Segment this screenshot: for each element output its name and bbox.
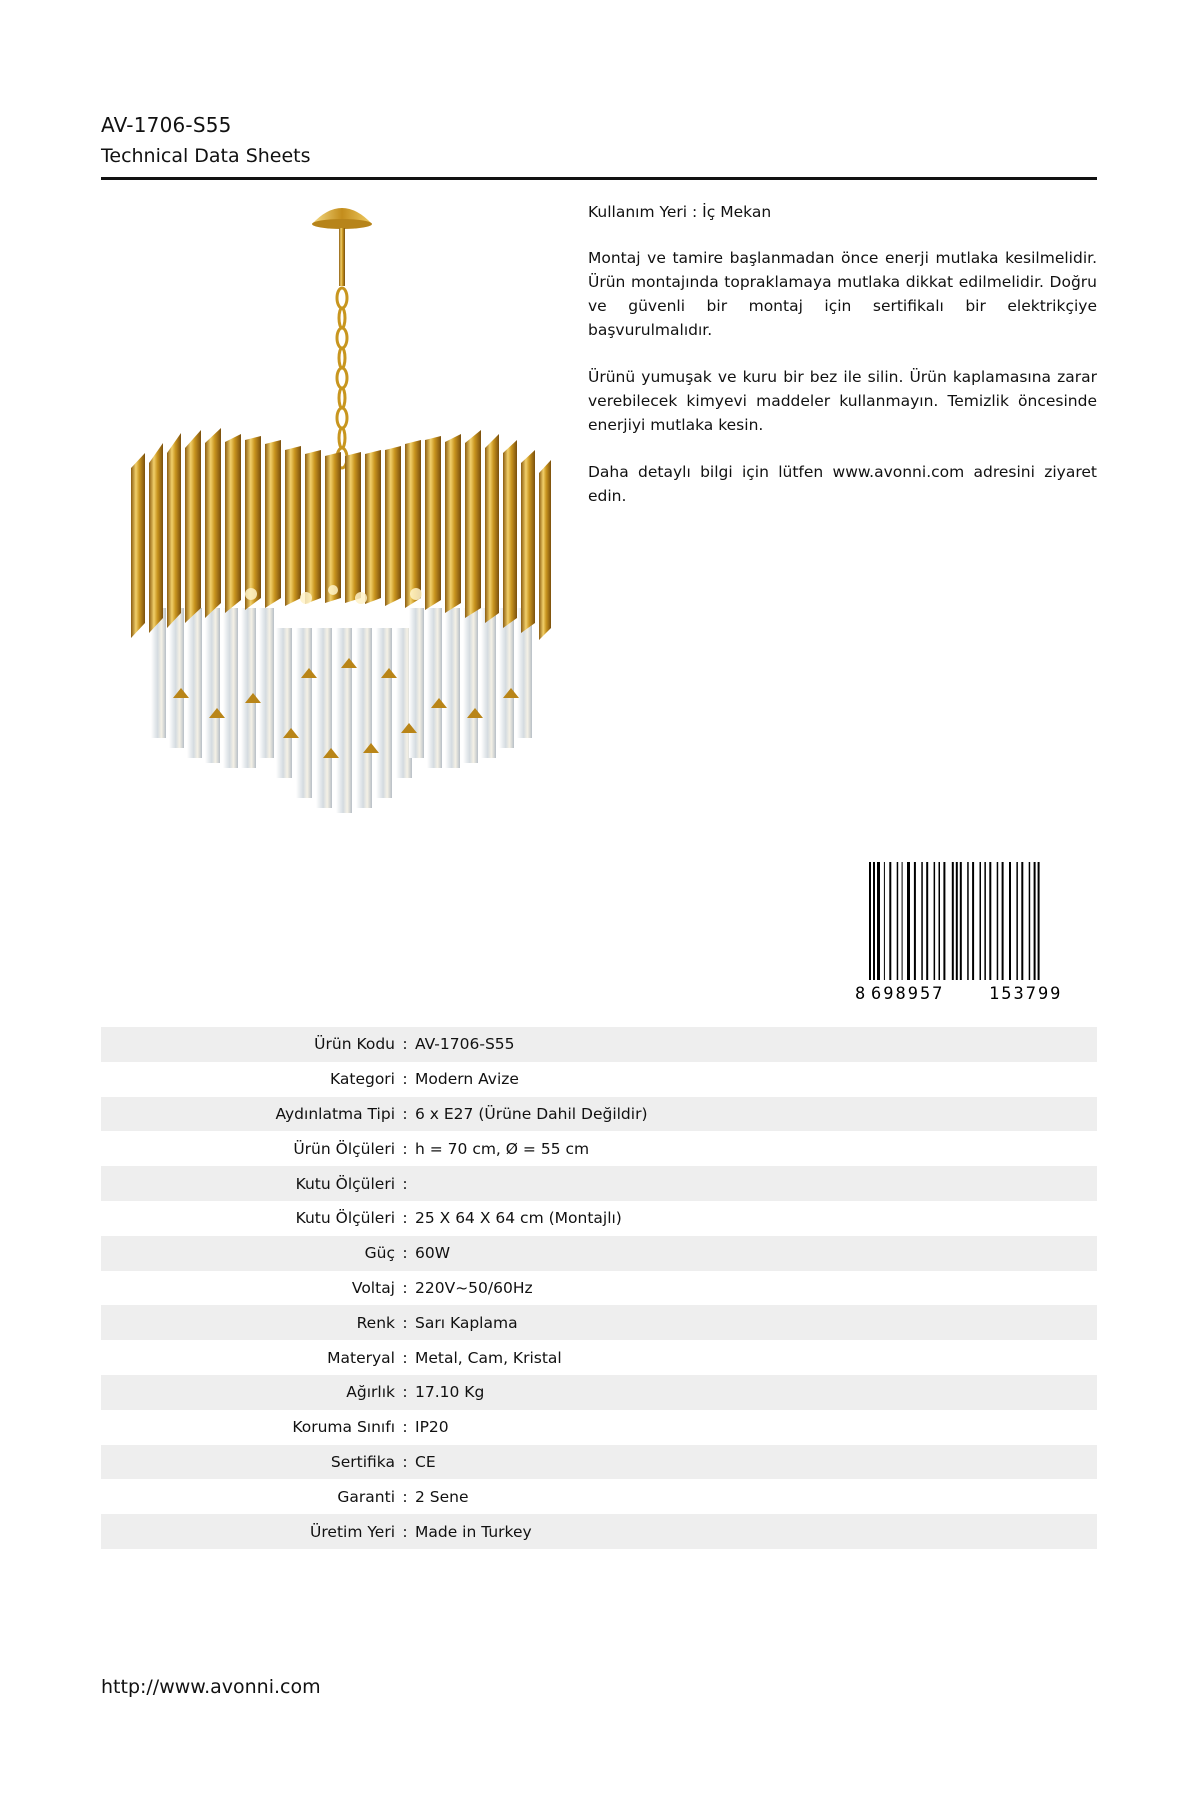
- spec-row-product-dimensions: [101, 1131, 1097, 1166]
- spec-label: Üretim Yeri: [310, 1522, 395, 1541]
- spec-row-power: [101, 1236, 1097, 1271]
- spec-row-box-dimensions-empty: [101, 1166, 1097, 1201]
- spec-label: Kategori: [329, 1070, 395, 1089]
- spec-label: Voltaj: [351, 1278, 395, 1297]
- spec-row-origin: [101, 1514, 1097, 1549]
- spec-separator: :: [402, 1104, 408, 1123]
- spec-value: Metal, Cam, Kristal: [415, 1348, 562, 1367]
- spec-separator: :: [402, 1174, 408, 1193]
- spec-label: Ürün Ölçüleri: [293, 1139, 395, 1158]
- spec-value: 60W: [415, 1244, 451, 1263]
- product-image: [101, 198, 571, 928]
- spec-label: Güç: [364, 1244, 395, 1263]
- spec-value: Sarı Kaplama: [415, 1313, 518, 1332]
- spec-separator: :: [402, 1418, 408, 1437]
- spec-separator: :: [402, 1348, 408, 1367]
- spec-separator: :: [402, 1487, 408, 1506]
- product-code-title: AV-1706-S55: [101, 113, 232, 137]
- spec-label: Kutu Ölçüleri: [295, 1209, 395, 1228]
- spec-label: Renk: [356, 1313, 395, 1332]
- barcode: [855, 862, 1097, 1002]
- spec-value: Made in Turkey: [415, 1522, 532, 1541]
- spec-separator: :: [402, 1244, 408, 1263]
- spec-separator: :: [402, 1035, 408, 1054]
- spec-row-certificate: [101, 1445, 1097, 1480]
- spec-row-warranty: [101, 1479, 1097, 1514]
- spec-separator: :: [402, 1313, 408, 1332]
- spec-separator: :: [402, 1278, 408, 1297]
- spec-separator: :: [402, 1139, 408, 1158]
- barcode-bars: [869, 862, 1040, 994]
- spec-label: Koruma Sınıfı: [292, 1418, 395, 1437]
- spec-row-protection-class: [101, 1410, 1097, 1445]
- spec-row-lighting-type: [101, 1097, 1097, 1132]
- spec-label: Sertifika: [330, 1452, 395, 1471]
- cleaning-instructions: Ürünü yumuşak ve kuru bir bez ile silin. Ürün kaplamasına zarar verebilecek kimyevi maddeler kullanmayın. Temizlik öncesinde enerjiyi mutlaka kesin.: [588, 368, 1097, 434]
- spec-separator: :: [402, 1209, 408, 1228]
- spec-row-color: [101, 1305, 1097, 1340]
- spec-row-category: [101, 1062, 1097, 1097]
- usage-info: [588, 200, 1097, 531]
- spec-separator: :: [402, 1383, 408, 1402]
- spec-label: Aydınlatma Tipi: [275, 1104, 395, 1123]
- spec-label: Materyal: [327, 1348, 395, 1367]
- more-info-note: Daha detaylı bilgi için lütfen www.avonni.com adresini ziyaret edin.: [588, 463, 1097, 505]
- document-header: [101, 110, 1097, 172]
- footer-website-link[interactable]: http://www.avonni.com: [101, 1676, 321, 1698]
- spec-value: 17.10 Kg: [415, 1383, 485, 1402]
- spec-value: AV-1706-S55: [415, 1035, 515, 1054]
- spec-separator: :: [402, 1452, 408, 1471]
- barcode-right-group: 153799: [989, 984, 1063, 1002]
- spec-row-voltage: [101, 1271, 1097, 1306]
- usage-location: Kullanım Yeri : İç Mekan: [588, 203, 772, 221]
- spec-separator: :: [402, 1522, 408, 1541]
- spec-label: Ürün Kodu: [314, 1035, 395, 1054]
- spec-value: 220V~50/60Hz: [415, 1278, 533, 1297]
- header-divider: [101, 177, 1097, 180]
- spec-table: [101, 1027, 1097, 1549]
- spec-row-material: [101, 1340, 1097, 1375]
- spec-value: h = 70 cm, Ø = 55 cm: [415, 1139, 590, 1158]
- barcode-left-group: 698957: [871, 984, 945, 1002]
- spec-value: 2 Sene: [415, 1487, 469, 1506]
- spec-value: 25 X 64 X 64 cm (Montajlı): [415, 1209, 622, 1228]
- spec-row-box-dimensions: [101, 1201, 1097, 1236]
- spec-value: 6 x E27 (Ürüne Dahil Değildir): [415, 1104, 648, 1123]
- spec-row-product-code: [101, 1027, 1097, 1062]
- spec-value: CE: [415, 1452, 436, 1471]
- spec-value: Modern Avize: [415, 1070, 519, 1089]
- spec-row-weight: [101, 1375, 1097, 1410]
- spec-value: IP20: [415, 1418, 449, 1437]
- document-subtitle: Technical Data Sheets: [101, 145, 311, 167]
- spec-label: Ağırlık: [346, 1383, 395, 1402]
- barcode-lead-digit: 8: [855, 984, 866, 1002]
- spec-label: Kutu Ölçüleri: [295, 1174, 395, 1193]
- spec-label: Garanti: [337, 1487, 395, 1506]
- installation-warning: Montaj ve tamire başlanmadan önce enerji mutlaka kesilmelidir. Ürün montajında topraklamaya mutlaka dikkat edilmelidir. Doğru ve güvenli bir montaj için sertifikalı bir elektrikçiye başvurulmalıdır.: [588, 249, 1097, 339]
- spec-separator: :: [402, 1070, 408, 1089]
